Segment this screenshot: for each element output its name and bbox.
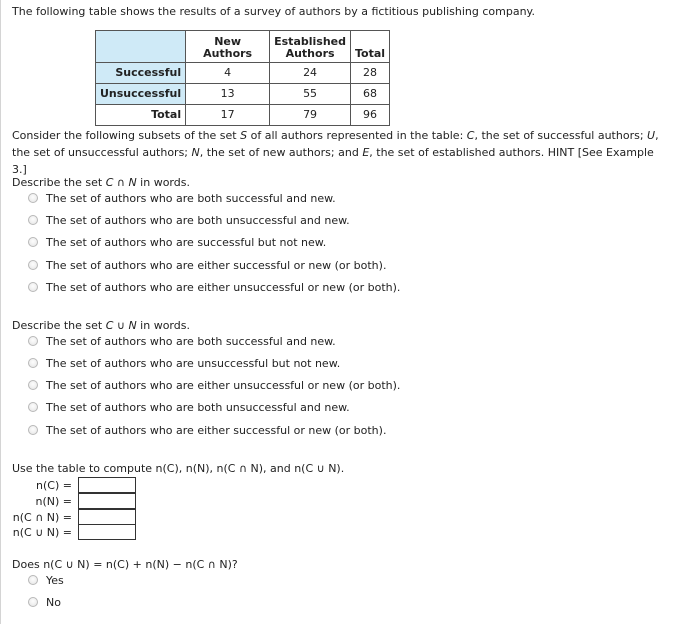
set-symbol: N — [128, 176, 137, 189]
option-label: The set of authors who are both unsuccessful and new. — [46, 213, 350, 227]
radio-button[interactable] — [28, 575, 38, 585]
radio-button[interactable] — [28, 260, 38, 270]
q4-option-yes[interactable] — [28, 573, 64, 587]
table-cell: 55 — [270, 84, 351, 105]
n-of-union-row — [0, 524, 136, 540]
option-label: The set of authors who are either successful or new (or both). — [46, 423, 387, 437]
n-of-c-row — [0, 477, 136, 493]
q1-option[interactable] — [28, 280, 400, 294]
radio-button[interactable] — [28, 237, 38, 247]
column-header: New Authors — [186, 31, 270, 63]
set-symbol: N — [191, 146, 200, 159]
n-of-intersection-input[interactable] — [78, 509, 136, 525]
table-cell: 96 — [351, 105, 390, 126]
radio-button[interactable] — [28, 336, 38, 346]
table-row — [96, 63, 390, 84]
n-of-n-input[interactable] — [78, 493, 136, 509]
text-segment: , the set of established authors. HINT [See Example 3.] — [12, 146, 654, 176]
table-cell: 24 — [270, 63, 351, 84]
table-header-row — [96, 31, 390, 63]
question-4-prompt: Does n(C ∪ N) = n(C) + n(N) − n(C ∩ N)? — [12, 558, 238, 571]
radio-button[interactable] — [28, 358, 38, 368]
radio-button[interactable] — [28, 380, 38, 390]
q2-option[interactable] — [28, 400, 350, 414]
n-of-n-label: n(N) = — [35, 494, 72, 508]
radio-button[interactable] — [28, 193, 38, 203]
radio-button[interactable] — [28, 402, 38, 412]
radio-button[interactable] — [28, 597, 38, 607]
q1-option[interactable] — [28, 258, 386, 272]
text-segment: , the set of successful authors; — [474, 129, 648, 142]
table-cell: 28 — [351, 63, 390, 84]
set-symbol: E — [362, 146, 370, 159]
n-of-intersection-label: n(C ∩ N) = — [12, 510, 72, 524]
option-label: The set of authors who are both successful and new. — [46, 191, 336, 205]
consider-paragraph — [12, 127, 662, 178]
survey-table — [95, 30, 390, 126]
question-1-prompt — [12, 176, 190, 189]
text-segment: Consider the following subsets of the set — [12, 129, 241, 142]
column-header: Established Authors — [270, 31, 351, 63]
table-cell: 17 — [186, 105, 270, 126]
option-label: The set of authors who are either unsuccessful or new (or both). — [46, 280, 401, 294]
text-segment: , the set of new authors; and — [199, 146, 363, 159]
table-corner-cell — [96, 31, 186, 63]
option-label: The set of authors who are both successful and new. — [46, 334, 336, 348]
question-2-prompt — [12, 319, 190, 332]
q1-option[interactable] — [28, 235, 326, 249]
text-segment: in words. — [136, 319, 190, 332]
radio-button[interactable] — [28, 425, 38, 435]
n-of-c-input[interactable] — [78, 477, 136, 493]
q1-option[interactable] — [28, 213, 350, 227]
q2-option[interactable] — [28, 334, 336, 348]
column-header: Total — [351, 31, 390, 63]
text-segment: ∪ — [113, 319, 129, 332]
row-header: Unsuccessful — [96, 84, 186, 105]
option-label: Yes — [46, 573, 64, 587]
intro-text: The following table shows the results of a survey of authors by a fictitious publishing company. — [12, 5, 535, 18]
set-symbol: C — [466, 129, 475, 142]
q2-option[interactable] — [28, 423, 386, 437]
row-header: Total — [96, 105, 186, 126]
option-label: The set of authors who are successful but not new. — [46, 235, 327, 249]
q2-option[interactable] — [28, 356, 340, 370]
table-row — [96, 84, 390, 105]
set-symbol: C — [105, 319, 114, 332]
table-cell: 79 — [270, 105, 351, 126]
table-row — [96, 105, 390, 126]
q2-option[interactable] — [28, 378, 400, 392]
option-label: The set of authors who are either unsuccessful or new (or both). — [46, 378, 401, 392]
n-of-c-label: n(C) = — [36, 478, 72, 492]
text-segment: of all authors represented in the table: — [247, 129, 467, 142]
n-of-union-label: n(C ∪ N) = — [12, 525, 72, 539]
n-of-n-row — [0, 493, 136, 509]
radio-button[interactable] — [28, 215, 38, 225]
q4-option-no[interactable] — [28, 595, 61, 609]
option-label: No — [46, 595, 61, 609]
table-cell: 68 — [351, 84, 390, 105]
option-label: The set of authors who are both unsuccessful and new. — [46, 400, 350, 414]
set-symbol: C — [105, 176, 114, 189]
text-segment: Describe the set — [12, 319, 106, 332]
text-segment: , the set of unsuccessful authors; — [12, 129, 659, 159]
row-header: Successful — [96, 63, 186, 84]
n-of-union-input[interactable] — [78, 524, 136, 540]
set-symbol: U — [647, 129, 656, 142]
text-segment: Describe the set — [12, 176, 106, 189]
table-cell: 13 — [186, 84, 270, 105]
set-symbol: S — [240, 129, 248, 142]
text-segment: in words. — [136, 176, 190, 189]
option-label: The set of authors who are either successful or new (or both). — [46, 258, 387, 272]
question-3-prompt: Use the table to compute n(C), n(N), n(C ∩ N), and n(C ∪ N). — [12, 462, 345, 475]
n-of-intersection-row — [0, 509, 136, 525]
q1-option[interactable] — [28, 191, 336, 205]
set-symbol: N — [128, 319, 137, 332]
radio-button[interactable] — [28, 282, 38, 292]
table-cell: 4 — [186, 63, 270, 84]
text-segment: ∩ — [113, 176, 129, 189]
option-label: The set of authors who are unsuccessful but not new. — [46, 356, 341, 370]
